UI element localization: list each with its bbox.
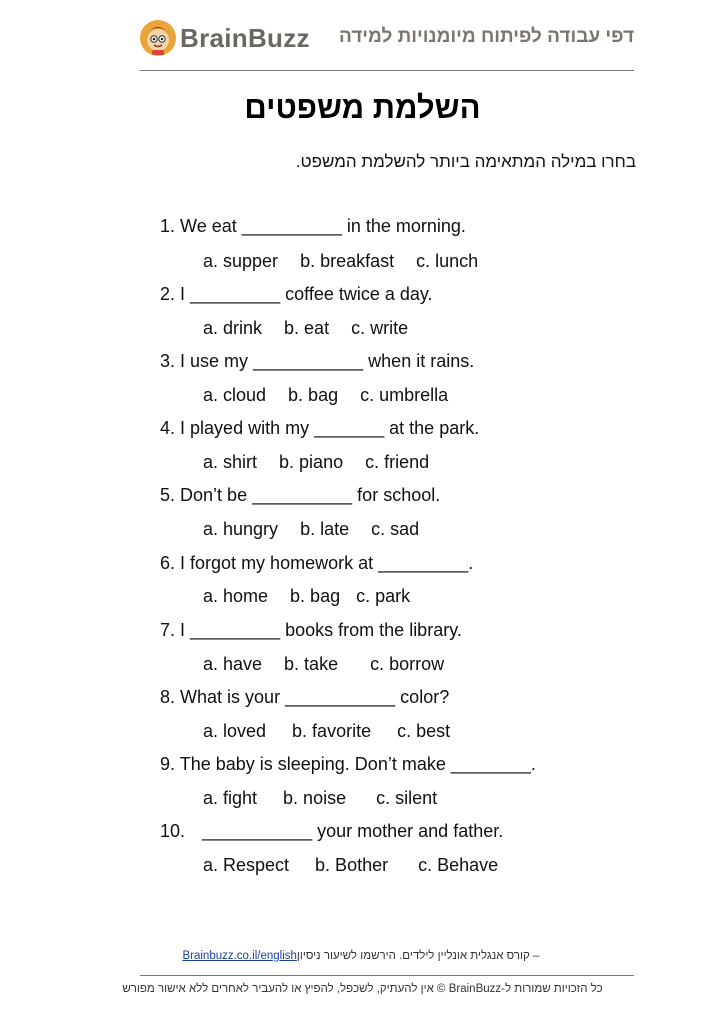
options-10 xyxy=(203,855,498,876)
option-a: a. drink xyxy=(203,318,263,338)
question-text: I _________ coffee twice a day. xyxy=(180,284,433,304)
header-subtitle: דפי עבודה לפיתוח מיומנויות למידה xyxy=(338,26,634,47)
copyright-notice: כל הזכויות שמורות ל-BrainBuzz © אין להעתיק, לשכפל, להפיץ או להעביר לאחרים ללא אישור מפורש xyxy=(122,983,603,995)
option-b: b. breakfast xyxy=(300,251,395,271)
question-number: 10. xyxy=(160,821,186,841)
option-c: c. friend xyxy=(365,452,430,472)
option-b: b. take xyxy=(284,654,339,674)
page-title: השלמת משפטים xyxy=(244,90,481,125)
brand-name: BrainBuzz xyxy=(180,22,310,53)
option-a: a. shirt xyxy=(203,452,258,472)
option-c: c. write xyxy=(351,318,409,338)
question-number: 7. xyxy=(160,620,176,640)
options-3 xyxy=(203,385,448,406)
question-text: I _________ books from the library. xyxy=(180,620,462,640)
option-a: a. supper xyxy=(203,251,279,271)
question-text: What is your ___________ color? xyxy=(180,687,450,707)
option-b: b. bag xyxy=(288,385,339,405)
question-number: 1. xyxy=(160,216,176,236)
option-c: c. borrow xyxy=(370,654,445,674)
option-b: b. bag xyxy=(290,586,341,606)
brand-logo xyxy=(138,16,310,60)
options-4 xyxy=(203,452,429,473)
option-b: b. piano xyxy=(279,452,344,472)
question-text: We eat __________ in the morning. xyxy=(180,216,466,236)
question-text: ___________ your mother and father. xyxy=(202,821,504,841)
question-number: 5. xyxy=(160,485,176,505)
options-6 xyxy=(203,586,410,607)
option-c: c. best xyxy=(397,721,451,741)
option-a: a. home xyxy=(203,586,269,606)
option-b: b. favorite xyxy=(292,721,372,741)
option-b: b. noise xyxy=(283,788,347,808)
question-text: I played with my _______ at the park. xyxy=(180,418,480,438)
option-c: c. sad xyxy=(371,519,420,539)
option-c: c. silent xyxy=(376,788,438,808)
question-number: 6. xyxy=(160,553,176,573)
header-divider xyxy=(140,70,634,71)
question-text: I forgot my homework at _________. xyxy=(180,553,474,573)
option-b: b. Bother xyxy=(315,855,389,875)
option-b: b. late xyxy=(300,519,350,539)
question-8 xyxy=(160,687,449,708)
options-9 xyxy=(203,788,437,809)
option-c: c. lunch xyxy=(416,251,479,271)
option-a: a. Respect xyxy=(203,855,290,875)
footer-promo-text: – קורס אנגלית אונליין לילדים. הירשמו לשיעור ניסיון xyxy=(296,950,543,962)
options-5 xyxy=(203,519,419,540)
question-1 xyxy=(160,216,466,237)
options-1 xyxy=(203,251,478,272)
options-7 xyxy=(203,654,444,675)
question-number: 9. xyxy=(160,754,176,774)
question-text: The baby is sleeping. Don’t make ________. xyxy=(179,754,536,774)
question-4 xyxy=(160,418,479,439)
option-c: c. umbrella xyxy=(360,385,449,405)
question-2 xyxy=(160,284,433,305)
question-10 xyxy=(160,821,503,842)
option-a: a. cloud xyxy=(203,385,267,405)
question-number: 2. xyxy=(160,284,176,304)
page-header xyxy=(138,14,634,62)
course-link[interactable]: Brainbuzz.co.il/english xyxy=(182,950,297,962)
option-a: a. loved xyxy=(203,721,267,741)
question-9 xyxy=(160,754,536,775)
question-7 xyxy=(160,620,462,641)
question-6 xyxy=(160,553,473,574)
options-8 xyxy=(203,721,450,742)
option-b: b. eat xyxy=(284,318,330,338)
question-number: 3. xyxy=(160,351,176,371)
option-c: c. Behave xyxy=(418,855,499,875)
question-number: 8. xyxy=(160,687,176,707)
footer-promo xyxy=(0,950,725,962)
options-2 xyxy=(203,318,408,339)
question-5 xyxy=(160,485,440,506)
option-c: c. park xyxy=(356,586,411,606)
instructions: בחרו במילה המתאימה ביותר להשלמת המשפט. xyxy=(295,152,636,171)
option-a: a. fight xyxy=(203,788,258,808)
question-number: 4. xyxy=(160,418,176,438)
question-3 xyxy=(160,351,474,372)
footer-divider xyxy=(140,975,634,976)
option-a: a. hungry xyxy=(203,519,279,539)
option-a: a. have xyxy=(203,654,263,674)
question-text: Don’t be __________ for school. xyxy=(180,485,441,505)
bee-mascot-icon xyxy=(138,18,178,58)
question-text: I use my ___________ when it rains. xyxy=(180,351,475,371)
